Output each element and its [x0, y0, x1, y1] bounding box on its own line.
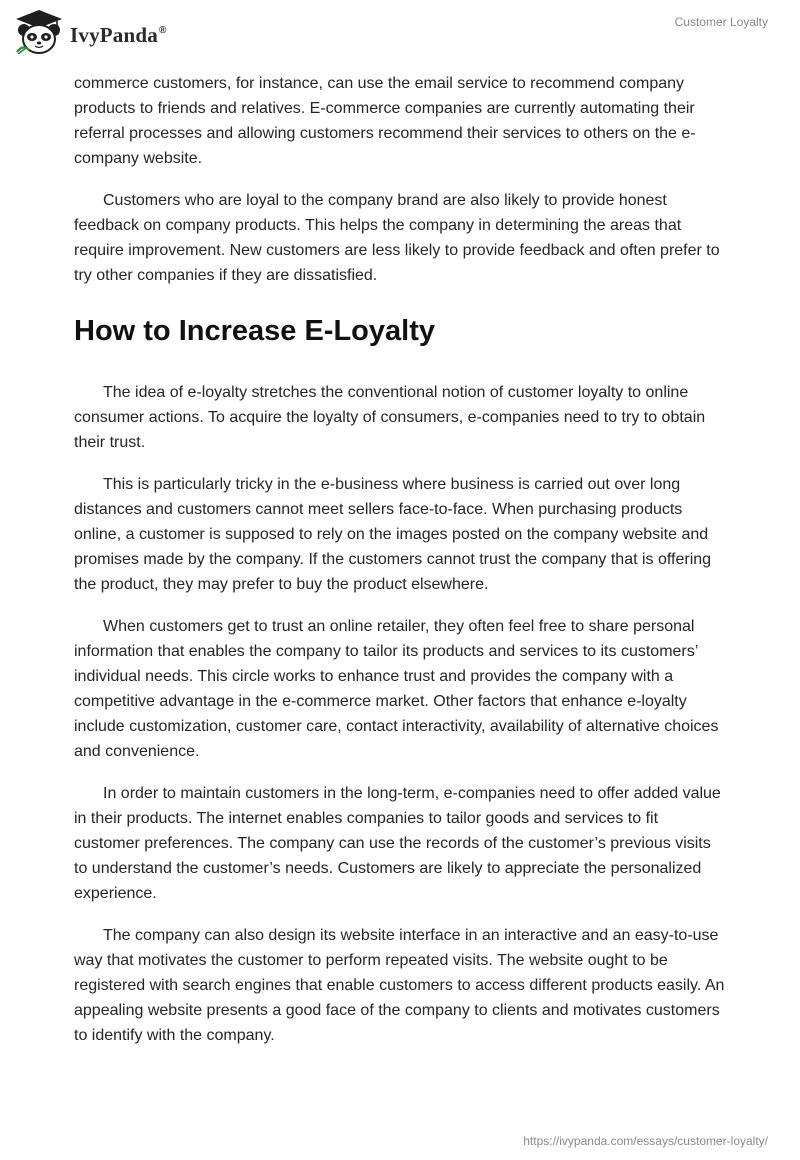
paragraph: The company can also design its website interface in an interactive and an easy-to-use way that motivates the customer to perform repeated visits. The website ought to be registered with search engines that enable customers to access different products easily. An appealing website presents a good face of the company to clients and motivates customers to identify with the company. [74, 927, 725, 1044]
paragraph: This is particularly tricky in the e-business where business is carried out over long distances and customers cannot meet sellers face-to-face. When purchasing products online, a customer is supposed to rely on the images posted on the company website and promises made by the company. If the customers cannot trust the company that is offering the product, they may prefer to buy the product elsewhere. [74, 476, 712, 593]
paragraph: When customers get to trust an online retailer, they often feel free to share personal information that enables the company to tailor its products and services to its customers’ individual needs. This circle works to enhance trust and provides the company with a competitive advantage in the e-commerce market. Other factors that enhance e-loyalty include customization, customer care, contact interactivity, availability of alternative choices and convenience. [74, 618, 719, 760]
paragraph: commerce customers, for instance, can use the email service to recommend company products to friends and relatives. E-commerce companies are currently automating their referral processes and allowing customers recommend their services to others on the e-company website. [74, 75, 696, 167]
brand-name: IvyPanda® [70, 22, 167, 47]
brand-logo[interactable] [14, 8, 167, 56]
panda-logo-icon [14, 8, 64, 56]
paragraph: Customers who are loyal to the company brand are also likely to provide honest feedback on company products. This helps the company in determining the areas that require improvement. New customers are less likely to provide feedback and often prefer to try other companies if they are dissatisfied. [74, 192, 720, 284]
section-heading: How to Increase E-Loyalty [74, 315, 435, 347]
paragraph: In order to maintain customers in the long-term, e-companies need to offer added value in their products. The internet enables companies to tailor goods and services to fit customer preferences. The company can use the records of the customer’s previous visits to understand the customer’s needs. Customers are likely to appreciate the personalized experience. [74, 785, 721, 902]
page-header [0, 0, 800, 70]
document-title: Customer Loyalty [674, 15, 768, 29]
paragraph: The idea of e-loyalty stretches the conventional notion of customer loyalty to online consumer actions. To acquire the loyalty of consumers, e-companies need to try to obtain their trust. [74, 384, 706, 451]
source-url[interactable]: https://ivypanda.com/essays/customer-loyalty/ [523, 1134, 768, 1148]
essay-content [74, 71, 726, 1065]
